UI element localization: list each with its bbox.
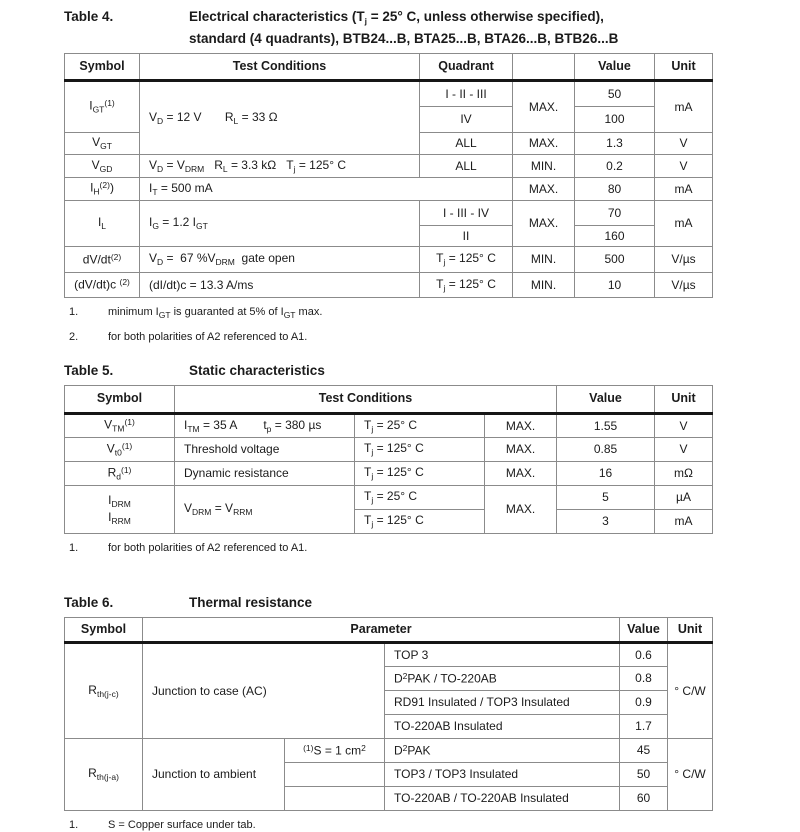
t4-ih-symbol: $I_H^{(2)}$) (65, 178, 140, 201)
t4-row-il-1 (65, 201, 713, 226)
t6-ja-unit: ° C/W (668, 739, 713, 811)
t4-row-dvdt (65, 247, 713, 273)
t4-vgd-cond: $V_D = V_{DRM}$ $R_L = 3.3$ kΩ $T_j = 125^\circ$ C (140, 155, 420, 178)
t5-rd-cond: Dynamic resistance (175, 462, 355, 486)
table4-title-line1: Electrical characteristics ($T_j = 25^\circ$ C, unless otherwise specified), (189, 9, 604, 26)
t5-vtm-unit: V (655, 414, 713, 438)
t6-jc-unit: ° C/W (668, 643, 713, 739)
t5-vt0-val: 0.85 (557, 438, 655, 462)
t5-rd-unit: mΩ (655, 462, 713, 486)
t6-col-value: Value (620, 618, 668, 643)
table-6-thermal-resistance (64, 617, 713, 811)
t4-dvdtc-unit: V/µs (655, 273, 713, 298)
t5-vtm-val: 1.55 (557, 414, 655, 438)
footnote-number: 1. (69, 819, 79, 831)
t6-jc-pkg-3: TO-220AB Insulated (385, 715, 620, 739)
t6-jc-symbol: $R_{th(j-c)}$ (65, 643, 143, 739)
t5-vt0-limit: MAX. (485, 438, 557, 462)
t5-vt0-tj: $T_j = 125^\circ$ C (355, 438, 485, 462)
t6-ja-pkg-2: TO-220AB / TO-220AB Insulated (385, 787, 620, 811)
t4-igt-quad2: IV (420, 107, 513, 133)
footnote (69, 542, 800, 555)
t6-jc-pkg-0: TOP 3 (385, 643, 620, 667)
t5-idrm-cond: $V_{DRM} = V_{RRM}$ (175, 486, 355, 534)
t6-jc-pkg-2: RD91 Insulated / TOP3 Insulated (385, 691, 620, 715)
t4-vgd-quad: ALL (420, 155, 513, 178)
t6-jc-val-0: 0.6 (620, 643, 668, 667)
t4-vgd-unit: V (655, 155, 713, 178)
t5-idrm-unit2: mA (655, 510, 713, 534)
t5-rd-tj: $T_j = 125^\circ$ C (355, 462, 485, 486)
t5-col-unit: Unit (655, 386, 713, 414)
table4-label: Table 4. (64, 9, 114, 24)
table5-footnotes (0, 542, 800, 555)
t4-igt-vgt-cond: $V_D = 12$ V $R_L = 33$ Ω (140, 81, 420, 155)
t5-idrm-tj1: $T_j = 25^\circ$ C (355, 486, 485, 510)
t6-ja-spacer (285, 787, 385, 811)
t5-rd-val: 16 (557, 462, 655, 486)
table6-title: Thermal resistance (189, 595, 313, 610)
t4-vgd-symbol: $V_{GD}$ (65, 155, 140, 178)
t6-ja-val-2: 60 (620, 787, 668, 811)
t4-igt-limit: MAX. (513, 81, 575, 133)
t4-il-limit: MAX. (513, 201, 575, 247)
t4-dvdtc-limit: MIN. (513, 273, 575, 298)
footnote-number: 1. (69, 306, 79, 318)
table4-heading (64, 0, 800, 47)
t5-row-idrm-1 (65, 486, 713, 510)
t4-vgt-symbol: $V_{GT}$ (65, 133, 140, 155)
t4-row-ih (65, 178, 713, 201)
footnote-text: minimum $I_{GT}$ is guaranted at 5% of $I_{GT}$ max. (108, 306, 323, 320)
t6-jc-pkg-1: $D^2PAK / TO-220AB$ (385, 667, 620, 691)
t6-col-symbol: Symbol (65, 618, 143, 643)
t5-vt0-symbol: $V_{t0}^{(1)}$ (65, 438, 175, 462)
t5-vtm-tj: $T_j = 25^\circ$ C (355, 414, 485, 438)
t4-dvdt-quad: $T_j = 125^\circ$ C (420, 247, 513, 273)
t5-row-vtm (65, 414, 713, 438)
t5-col-value: Value (557, 386, 655, 414)
t6-ja-pkg-0: $D^2PAK$ (385, 739, 620, 763)
t4-il-val2: 160 (575, 226, 655, 247)
t4-vgt-val: 1.3 (575, 133, 655, 155)
table-4-electrical-characteristics (64, 53, 713, 298)
t4-col-quadrant: Quadrant (420, 54, 513, 81)
t5-vtm-cond: $I_{TM} = 35$ A $t_p = 380$ µs (175, 414, 355, 438)
t4-il-unit: mA (655, 201, 713, 247)
t6-jc-val-1: 0.8 (620, 667, 668, 691)
footnote-text: for both polarities of A2 referenced to A1. (108, 542, 308, 554)
table4-header-row (65, 54, 713, 81)
t6-ja-val-1: 50 (620, 763, 668, 787)
footnote-text: for both polarities of A2 referenced to A1. (108, 331, 308, 343)
t6-ja-spacer (285, 763, 385, 787)
t6-jc-val-2: 0.9 (620, 691, 668, 715)
t5-idrm-tj2: $T_j = 125^\circ$ C (355, 510, 485, 534)
t4-ih-cond: $I_T = 500$ mA (140, 178, 513, 201)
table-5-static-characteristics (64, 385, 713, 534)
footnote (69, 306, 800, 322)
t4-vgt-unit: V (655, 133, 713, 155)
t6-jc-param: Junction to case (AC) (143, 643, 385, 739)
t5-vtm-symbol: $V_{TM}^{(1)}$ (65, 414, 175, 438)
t4-col-symbol: Symbol (65, 54, 140, 81)
t4-row-vgd (65, 155, 713, 178)
t4-vgd-limit: MIN. (513, 155, 575, 178)
table5-header-row (65, 386, 713, 414)
t6-ja-pkg-1: TOP3 / TOP3 Insulated (385, 763, 620, 787)
table4-footnotes (0, 306, 800, 344)
t6-ja-symbol: $R_{th(j-a)}$ (65, 739, 143, 811)
t4-col-value: Value (575, 54, 655, 81)
t5-row-vt0 (65, 438, 713, 462)
t4-igt-quad1: I - II - III (420, 81, 513, 107)
t6-ja-surface-note: $^{(1)}$S = 1 $cm^2$ (285, 739, 385, 763)
table4-title-line2: standard (4 quadrants), BTB24...B, BTA25...B, BTA26...B, BTB26...B (189, 31, 619, 46)
footnote (69, 819, 800, 832)
t4-il-quad1: I - III - IV (420, 201, 513, 226)
t4-col-test-conditions: Test Conditions (140, 54, 420, 81)
t5-idrm-val1: 5 (557, 486, 655, 510)
footnote-text: S = Copper surface under tab. (108, 819, 256, 831)
t6-col-parameter: Parameter (143, 618, 620, 643)
t4-vgd-val: 0.2 (575, 155, 655, 178)
t4-vgt-limit: MAX. (513, 133, 575, 155)
table5-title: Static characteristics (189, 363, 325, 378)
t4-dvdt-symbol: $dV/dt^{(2)}$ (65, 247, 140, 273)
t4-row-dvdtc (65, 273, 713, 298)
t6-jc-val-3: 1.7 (620, 715, 668, 739)
t4-col-unit: Unit (655, 54, 713, 81)
t4-igt-unit: mA (655, 81, 713, 133)
t6-col-unit: Unit (668, 618, 713, 643)
t6-ja-val-0: 45 (620, 739, 668, 763)
t5-vtm-limit: MAX. (485, 414, 557, 438)
t4-dvdtc-val: 10 (575, 273, 655, 298)
t5-rd-symbol: $R_d^{(1)}$ (65, 462, 175, 486)
footnote-number: 1. (69, 542, 79, 554)
t5-idrm-limit: MAX. (485, 486, 557, 534)
t5-idrm-val2: 3 (557, 510, 655, 534)
t5-idrm-unit1: µA (655, 486, 713, 510)
table6-header-row (65, 618, 713, 643)
t4-igt-symbol: $I_{GT}^{(1)}$ (65, 81, 140, 133)
t4-il-quad2: II (420, 226, 513, 247)
footnote-number: 2. (69, 331, 79, 343)
t4-ih-val: 80 (575, 178, 655, 201)
t4-vgt-quad: ALL (420, 133, 513, 155)
t6-row-jc-1 (65, 643, 713, 667)
t5-row-rd (65, 462, 713, 486)
t4-dvdtc-symbol: (dV/dt)c $^{(2)}$ (65, 273, 140, 298)
table6-heading (64, 594, 800, 611)
table6-footnotes (0, 819, 800, 832)
t4-il-symbol: $I_L$ (65, 201, 140, 247)
t5-rd-limit: MAX. (485, 462, 557, 486)
table5-heading (64, 362, 800, 379)
t4-dvdtc-quad: $T_j = 125^\circ$ C (420, 273, 513, 298)
t4-igt-val1: 50 (575, 81, 655, 107)
footnote (69, 331, 800, 344)
table4-title (189, 8, 618, 47)
t4-il-cond: $I_G = 1.2$ $I_{GT}$ (140, 201, 420, 247)
t6-row-ja-1 (65, 739, 713, 763)
t5-vt0-unit: V (655, 438, 713, 462)
t5-col-test-conditions: Test Conditions (175, 386, 557, 414)
t4-ih-unit: mA (655, 178, 713, 201)
t4-ih-limit: MAX. (513, 178, 575, 201)
t4-dvdt-limit: MIN. (513, 247, 575, 273)
table5-label: Table 5. (64, 363, 114, 378)
t4-dvdtc-cond: (dI/dt)c = 13.3 A/ms (140, 273, 420, 298)
t4-il-val1: 70 (575, 201, 655, 226)
t4-dvdt-cond: $V_D = 67$ $\%V_{DRM}$ gate open (140, 247, 420, 273)
t5-col-symbol: Symbol (65, 386, 175, 414)
table6-label: Table 6. (64, 595, 114, 610)
t6-ja-param: Junction to ambient (143, 739, 285, 811)
t5-idrm-symbol: $I_{DRM}$ $I_{RRM}$ (65, 486, 175, 534)
t5-vt0-cond: Threshold voltage (175, 438, 355, 462)
t4-dvdt-unit: V/µs (655, 247, 713, 273)
t4-row-igt-1 (65, 81, 713, 107)
t4-igt-val2: 100 (575, 107, 655, 133)
t4-dvdt-val: 500 (575, 247, 655, 273)
t4-col-limit (513, 54, 575, 81)
